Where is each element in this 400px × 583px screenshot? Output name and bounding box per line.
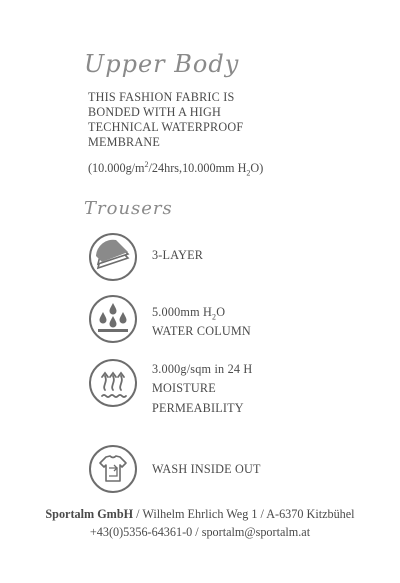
- layers-icon: [88, 232, 138, 282]
- upper-body-spec: ($10.000g/m^2/24hrs,10.000mm$ $H_2O$): [88, 160, 264, 178]
- upper-body-title: Upper Body: [84, 50, 240, 78]
- description-line: TECHNICAL WATERPROOF: [88, 120, 244, 134]
- moisture-arrows-icon: [88, 358, 138, 408]
- upper-body-description: [88, 90, 243, 150]
- moisture-label: MOISTURE: [152, 381, 216, 395]
- description-line: MEMBRANE: [88, 135, 161, 149]
- water-column-value: 5.000mm $H_2O$: [152, 305, 226, 322]
- trousers-title: Trousers: [84, 198, 173, 219]
- layer-label: 3-LAYER: [152, 248, 204, 262]
- permeability-label: PERMEABILITY: [152, 401, 244, 415]
- footer-contact: +43(0)5356-64361-0 / sportalm@sportalm.at: [89, 525, 311, 539]
- description-line: BONDED WITH A HIGH: [88, 105, 222, 119]
- company-name: Sportalm GmbH: [45, 507, 134, 521]
- footer-address: Sportalm GmbH / Wilhelm Ehrlich Weg 1 / A-6370 Kitzbühel: [45, 507, 355, 521]
- description-line: THIS FASHION FABRIC IS: [88, 90, 235, 104]
- moisture-value: 3.000g/sqm in 24 H: [152, 362, 253, 376]
- wash-inside-out-icon: [88, 444, 138, 494]
- wash-label: WASH INSIDE OUT: [152, 462, 261, 476]
- water-drops-icon: [88, 294, 138, 344]
- water-column-label: WATER COLUMN: [152, 324, 251, 338]
